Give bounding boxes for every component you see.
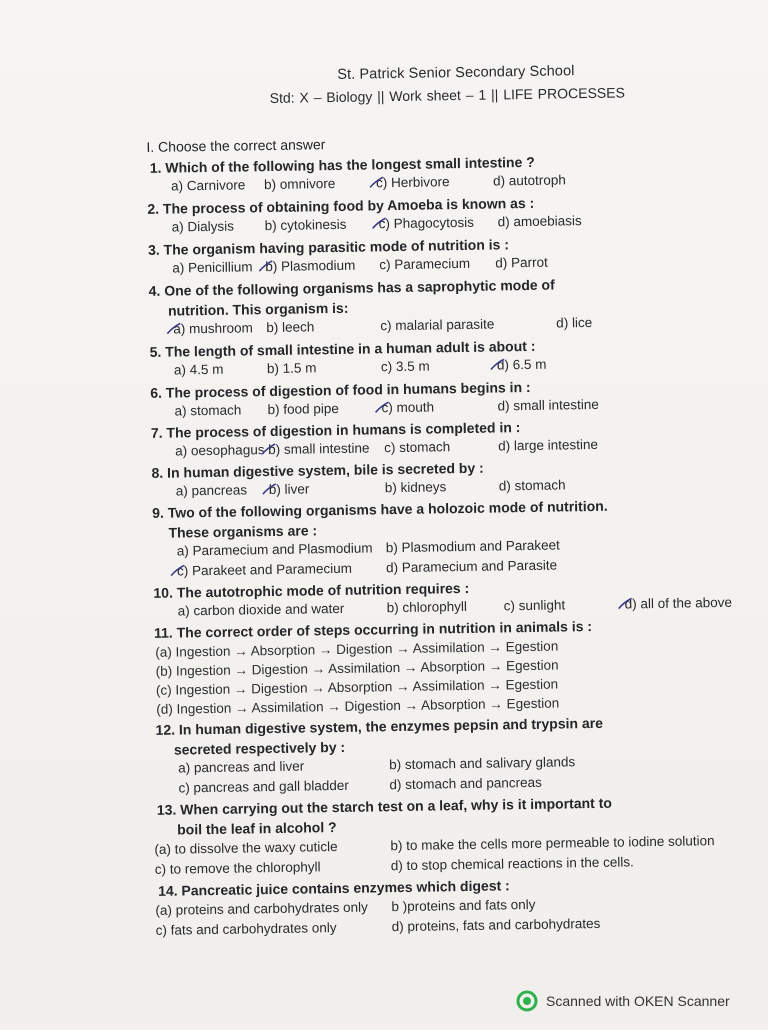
- option: d) stomach: [498, 477, 566, 494]
- option-answer: b) Plasmodium: [265, 258, 355, 274]
- option-answer: b) small intestine: [268, 440, 370, 457]
- option: d) stomach and pancreas: [389, 774, 542, 793]
- option: b )proteins and fats only: [391, 896, 536, 915]
- option: d) small intestine: [497, 396, 599, 414]
- option: c) sunlight: [503, 597, 566, 614]
- option: b) stomach and salivary glands: [389, 754, 576, 773]
- option: a) pancreas and liver: [178, 758, 305, 776]
- option: b) leech: [266, 319, 315, 336]
- option-answer: a) mushroom: [173, 320, 253, 336]
- option: (b) Ingestion → Digestion → Assimilation → Absorption → Egestion: [155, 657, 559, 679]
- option: d) amoebiasis: [497, 213, 582, 230]
- question-1: 1. Which of the following has the longest small intestine ?: [149, 153, 535, 176]
- option: b) chlorophyll: [386, 598, 468, 616]
- worksheet-subtitle: Std: X – Biology || Work sheet – 1 || LIFE PROCESSES: [269, 84, 625, 106]
- scanner-label: Scanned with OKEN Scanner: [546, 993, 730, 1009]
- option: c) to remove the chlorophyll: [154, 859, 321, 877]
- option: a) Paramecium and Plasmodium: [176, 540, 373, 559]
- option: d) to stop chemical reactions in the cells.: [390, 854, 634, 874]
- question-3: 3. The organism having parasitic mode of nutrition is :: [147, 236, 510, 258]
- option: a) stomach: [174, 402, 242, 419]
- option-answer: d) all of the above: [625, 595, 733, 612]
- option: a) carbon dioxide and water: [177, 600, 345, 619]
- option: c) stomach: [384, 439, 451, 456]
- option-answer: d) 6.5 m: [497, 357, 547, 373]
- option: c) Paramecium: [379, 255, 471, 273]
- question-8: 8. In human digestive system, bile is secreted by :: [151, 459, 484, 481]
- option: b) Plasmodium and Parakeet: [385, 537, 560, 556]
- question-5: 5. The length of small intestine in a human adult is about :: [149, 337, 536, 360]
- option: a) 4.5 m: [173, 361, 224, 378]
- question-12-cont: secreted respectively by :: [173, 738, 346, 758]
- option-answer: c) Phagocytosis: [379, 215, 475, 231]
- option: d) lice: [556, 314, 593, 331]
- option: b) omnivore: [263, 175, 336, 193]
- option: c) fats and carbohydrates only: [155, 920, 337, 938]
- option: c) pancreas and gall bladder: [178, 777, 349, 796]
- option: (d) Ingestion → Assimilation → Digestion → Absorption → Egestion: [156, 695, 560, 717]
- option: a) oesophagus: [175, 442, 265, 459]
- option: c) 3.5 m: [380, 358, 430, 375]
- option: d) proteins, fats and carbohydrates: [391, 915, 601, 935]
- question-10: 10. The autotrophic mode of nutrition requires :: [153, 579, 470, 601]
- option: a) Carnivore: [170, 177, 246, 194]
- question-14: 14. Pancreatic juice contains enzymes which digest :: [157, 877, 510, 899]
- question-4: 4. One of the following organisms has a saprophytic mode of: [148, 276, 555, 299]
- oken-logo-icon: [516, 990, 538, 1012]
- option: b) kidneys: [384, 479, 447, 496]
- option-answer: c) Parakeet and Paramecium: [177, 561, 352, 579]
- section-title: I. Choose the correct answer: [146, 136, 326, 155]
- question-2: 2. The process of obtaining food by Amoeba is known as :: [147, 194, 535, 217]
- question-4-cont: nutrition. This organism is:: [167, 299, 349, 319]
- option: a) Penicillium: [172, 259, 253, 276]
- question-12: 12. In human digestive system, the enzymes pepsin and trypsin are: [155, 714, 604, 738]
- option: d) Paramecium and Parasite: [385, 557, 558, 576]
- option: (c) Ingestion → Digestion → Absorption → Assimilation → Egestion: [155, 676, 559, 698]
- question-9-cont: These organisms are :: [168, 522, 318, 541]
- option-answer: b) liver: [269, 481, 310, 497]
- question-13: 13. When carrying out the starch test on a leaf, why is it important to: [156, 794, 612, 818]
- option: d) large intestine: [498, 436, 599, 454]
- option: (a) Ingestion → Absorption → Digestion → Assimilation → Egestion: [155, 638, 559, 660]
- question-7: 7. The process of digestion in humans is completed in :: [150, 419, 521, 441]
- question-13-cont: boil the leaf in alcohol ?: [177, 819, 337, 838]
- option-answer: c) Herbivore: [376, 174, 450, 190]
- option: b) to make the cells more permeable to iodine solution: [390, 833, 715, 854]
- option: c) malarial parasite: [380, 316, 495, 334]
- scanner-watermark: [516, 990, 730, 1012]
- option: a) Dialysis: [171, 218, 235, 235]
- question-9: 9. Two of the following organisms have a holozoic mode of nutrition.: [152, 497, 608, 521]
- option: b) food pipe: [267, 400, 339, 418]
- option: d) Parrot: [495, 254, 548, 271]
- option: (a) proteins and carbohydrates only: [155, 899, 368, 918]
- question-6: 6. The process of digestion of food in humans begins in :: [150, 378, 531, 401]
- option: (a) to dissolve the waxy cuticle: [154, 839, 338, 857]
- question-11: 11. The correct order of steps occurring in nutrition in animals is :: [153, 618, 593, 641]
- school-name: St. Patrick Senior Secondary School: [337, 63, 575, 83]
- option: b) 1.5 m: [266, 360, 317, 377]
- option: d) autotroph: [492, 172, 566, 189]
- option-answer: c) mouth: [381, 399, 434, 415]
- option: a) pancreas: [175, 482, 248, 499]
- option: b) cytokinesis: [264, 216, 347, 234]
